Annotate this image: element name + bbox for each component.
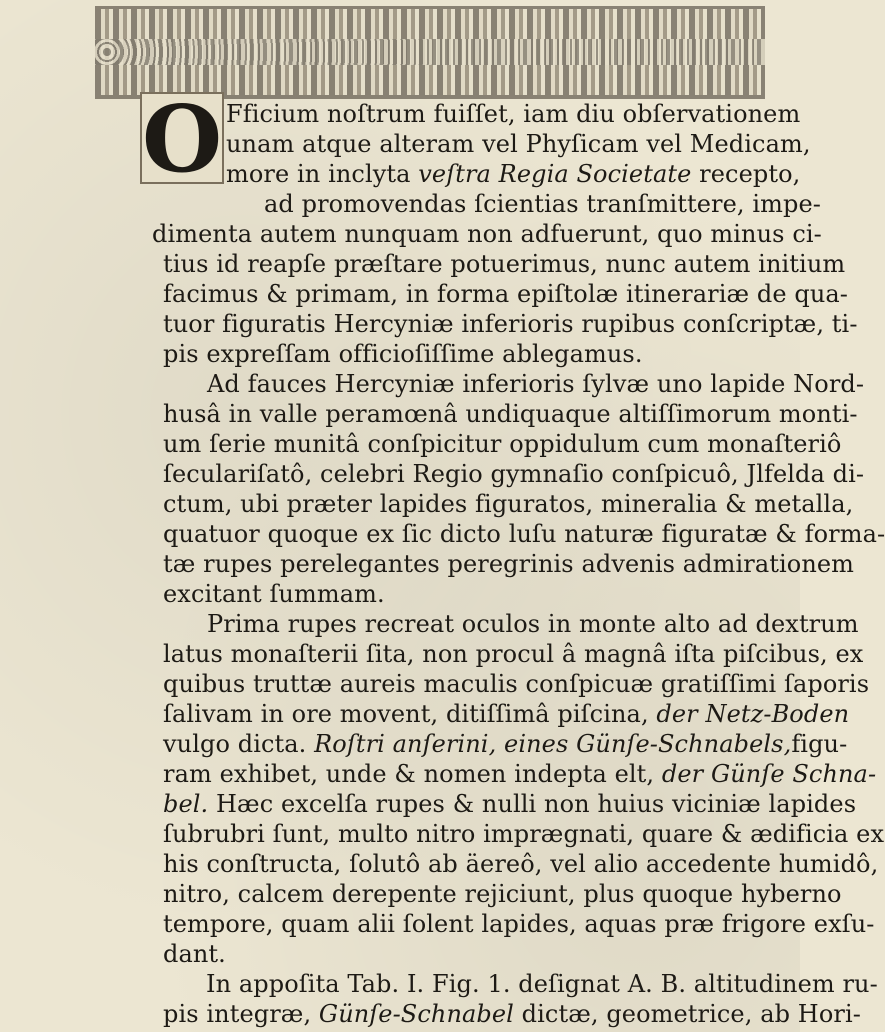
text-line: Fficium noſtrum fuiſſet, iam diu obſervationem — [226, 100, 801, 128]
text-line: tæ rupes perelegantes peregrinis advenis admirationem — [163, 550, 855, 578]
text-line: ad promovendas ſcientias tranſmittere, impe- — [264, 190, 821, 218]
text-line: ſeculariſatô, celebri Regio gymnaſio conſpicuô, Jlfelda di- — [163, 460, 865, 488]
text-line: In appoſita Tab. I. Fig. 1. deſignat A. B. altitudinem ru- — [206, 970, 878, 998]
text-line: ſalivam in ore movent, ditiſſimâ piſcina, der Netz-Boden — [163, 700, 850, 728]
text-line: excitant ſummam. — [163, 580, 385, 608]
text-line: Ad fauces Hercyniæ inferioris ſylvæ uno lapide Nord- — [207, 370, 865, 398]
text-line: quibus truttæ aureis maculis conſpicuæ gratiſſimi ſaporis — [163, 670, 870, 698]
text-line: quatuor quoque ex ſic dicto luſu naturæ figuratæ & forma- — [163, 520, 885, 548]
text-line: unam atque alteram vel Phyſicam vel Medicam, — [226, 130, 811, 158]
text-line: um ſerie munitâ conſpicitur oppidulum cum monaſteriô — [163, 430, 842, 458]
text-line: tius id reapſe præſtare potuerimus, nunc autem initium — [163, 250, 846, 278]
drop-initial-frame — [140, 85, 224, 193]
text-line: dant. — [163, 940, 226, 968]
text-line: tempore, quam alii ſolent lapides, aquas præ frigore exſu- — [163, 910, 875, 938]
text-line: pis expreſſam officioſiſſime ablegamus. — [163, 340, 643, 368]
text-line: vulgo dicta. Roſtri anſerini, eines Günſe-Schnabels,figu- — [163, 730, 848, 758]
text-line: ram exhibet, unde & nomen indepta elt, der Günſe Schna- — [163, 760, 877, 788]
text-line: pis integræ, Günſe-Schnabel dictæ, geometrice, ab Hori- — [163, 1000, 861, 1028]
text-line: ſubrubri ſunt, multo nitro imprægnati, quare & ædificia ex — [163, 820, 885, 848]
text-line: dimenta autem nunquam non adfuerunt, quo minus ci- — [152, 220, 822, 248]
text-line: bel. Hæc excelſa rupes & nulli non huius viciniæ lapides — [163, 790, 857, 818]
text-line: nitro, calcem derepente rejiciunt, plus quoque hyberno — [163, 880, 842, 908]
text-line: more in inclyta veſtra Regia Societate recepto, — [226, 160, 801, 188]
text-line: tuor figuratis Hercyniæ inferioris rupibus conſcriptæ, ti- — [163, 310, 858, 338]
text-line: ctum, ubi præter lapides figuratos, mineralia & metalla, — [163, 490, 854, 518]
text-line: latus monaſterii ſita, non procul â magnâ iſta piſcibus, ex — [163, 640, 864, 668]
drop-initial: O — [142, 85, 223, 193]
text-line: his conſtructa, ſolutô ab äereô, vel alio accedente humidô, — [163, 850, 879, 878]
text-line: Prima rupes recreat oculos in monte alto ad dextrum — [207, 610, 859, 638]
text-line: facimus & primam, in forma epiſtolæ itinerariæ de qua- — [163, 280, 849, 308]
text-line: husâ in valle peramœnâ undiquaque altiſſimorum monti- — [163, 400, 858, 428]
